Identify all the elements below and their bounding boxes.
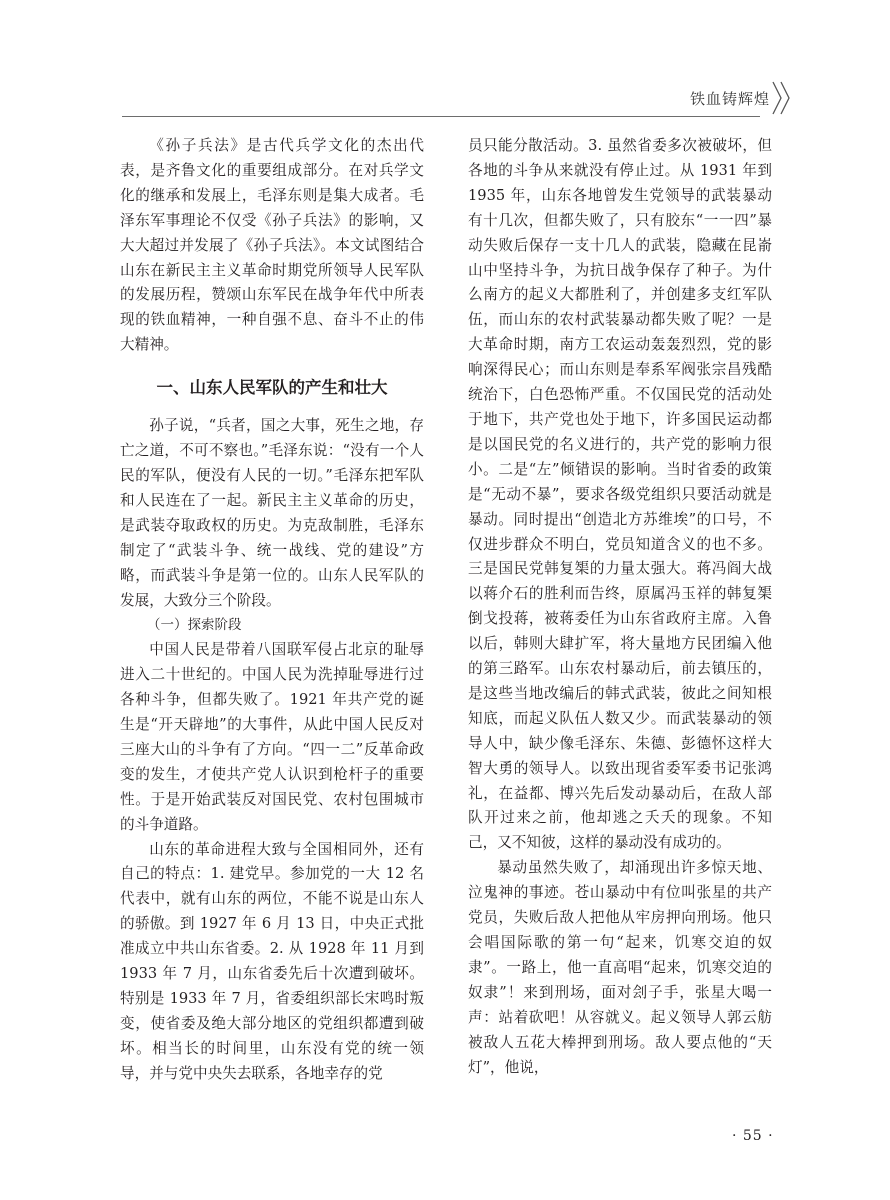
continued-paragraph: 员只能分散活动。3. 虽然省委多次被破坏，但各地的斗争从来就没有停止过。从 1931 年到 1935 年，山东各地曾发生党领导的武装暴动有十几次，但都失败了，只有胶东“一一四”暴动失败后保存一支十几人的武装，隐藏在昆嵛山中坚持斗争，为抗日战争保存了种子。为什么南方的起义大都胜利了，并创建多支红军队伍，而山东的农村武装暴动都失败了呢？一是大革命时期，南方工农运动轰轰烈烈，党的影响深得民心；而山东则是奉系军阀张宗昌残酷统治下，白色恐怖严重。不仅国民党的活动处于地下，共产党也处于地下，许多国民运动都是以国民党的名义进行的，共产党的影响力很小。二是“左”倾错误的影响。当时省委的政策是“无动不暴”，要求各级党组织只要活动就是暴动。同时提出“创造北方苏维埃”的口号，不仅进步群众不明白，党员知道含义的也不多。三是国民党韩复榘的力量太强大。蒋冯阎大战以蒋介石的胜利而告终，原属冯玉祥的韩复榘倒戈投蒋，被蒋委任为山东省政府主席。入鲁以后，韩则大肆扩军，将大量地方民团编入他的第三路军。山东农村暴动后，前去镇压的，是这些当地改编后的韩式武装，彼此之间知根知底，而起义队伍人数又少。而武装暴动的领导人中，缺少像毛泽东、朱德、彭德怀这样大智大勇的领导人。以致出现省委军委书记张鸿礼，在益都、博兴先后发动暴动后，在敌人部队开过来之前，他却逃之夭夭的现象。不知己，又不知彼，这样的暴动没有成功的。 <box>468 137 772 852</box>
body-paragraph: 孙子说，“兵者，国之大事，死生之地，存亡之道，不可不察也。”毛泽东说：“没有一个人民的军队，便没有人民的一切。”毛泽东把军队和人民连在了一起。新民主主义革命的历史，是武装夺取政权的历史。为克敌制胜，毛泽东制定了“武装斗争、统一战线、党的建设”方略，而武装斗争是第一位的。山东人民军队的发展，大致分三个阶段。 <box>120 417 424 609</box>
body-paragraph: 山东的革命进程大致与全国相同外，还有自己的特点：1. 建党早。参加党的一大 12 名代表中，就有山东的两位，不能不说是山东人的骄傲。到 1927 年 6 月 13 日，中央正式批准成立中共山东省委。2. 从 1928 年 11 月到 1933 年 7 月，山东省委先后十次遭到破坏。特别是 1933 年 7 月，省委组织部长宋鸣时叛变，使省委及绝大部分地区的党组织都遭到破坏。相当长的时间里，山东没有党的统一领导，并与党中央失去联系，各地幸存的党 <box>120 840 424 1082</box>
running-header-title: 铁血铸辉煌 <box>689 90 770 108</box>
double-chevron-right-icon <box>771 80 793 116</box>
right-column <box>468 134 772 1080</box>
header-rule <box>122 116 760 117</box>
body-paragraph: 中国人民是带着八国联军侵占北京的耻辱进入二十世纪的。中国人民为洗掉耻辱进行过各种斗争，但都失败了。1921 年共产党的诞生是“开天辟地”的大事件，从此中国人民反对三座大山的斗争有了方向。“四一二”反革命政变的发生，才使共产党人认识到枪杆子的重要性。于是开始武装反对国民党、农村包围城市的斗争道路。 <box>120 641 424 833</box>
intro-paragraph: 《孙子兵法》是古代兵学文化的杰出代表，是齐鲁文化的重要组成部分。在对兵学文化的继承和发展上，毛泽东则是集大成者。毛泽东军事理论不仅受《孙子兵法》的影响，又大大超过并发展了《孙子兵法》。本文试图结合山东在新民主主义革命时期党所领导人民军队的发展历程，赞颂山东军民在战争年代中所表现的铁血精神，一种自强不息、奋斗不止的伟大精神。 <box>120 137 424 354</box>
body-paragraph: 暴动虽然失败了，却涌现出许多惊天地、泣鬼神的事迹。苍山暴动中有位叫张星的共产党员，失败后敌人把他从牢房押向刑场。他只会唱国际歌的第一句“起来，饥寒交迫的奴隶”。一路上，他一直高唱“起来，饥寒交迫的奴隶”！来到刑场，面对刽子手，张星大喝一声：站着砍吧！从容就义。起义领导人郭云舫被敌人五花大棒押到刑场。敌人要点他的“天灯”，他说， <box>468 859 772 1076</box>
section-heading: 一、山东人民军队的产生和壮大 <box>156 378 388 398</box>
page-number: · 55 · <box>732 1128 774 1144</box>
subheading: （一）探索阶段 <box>147 617 242 634</box>
left-column <box>120 134 424 1087</box>
